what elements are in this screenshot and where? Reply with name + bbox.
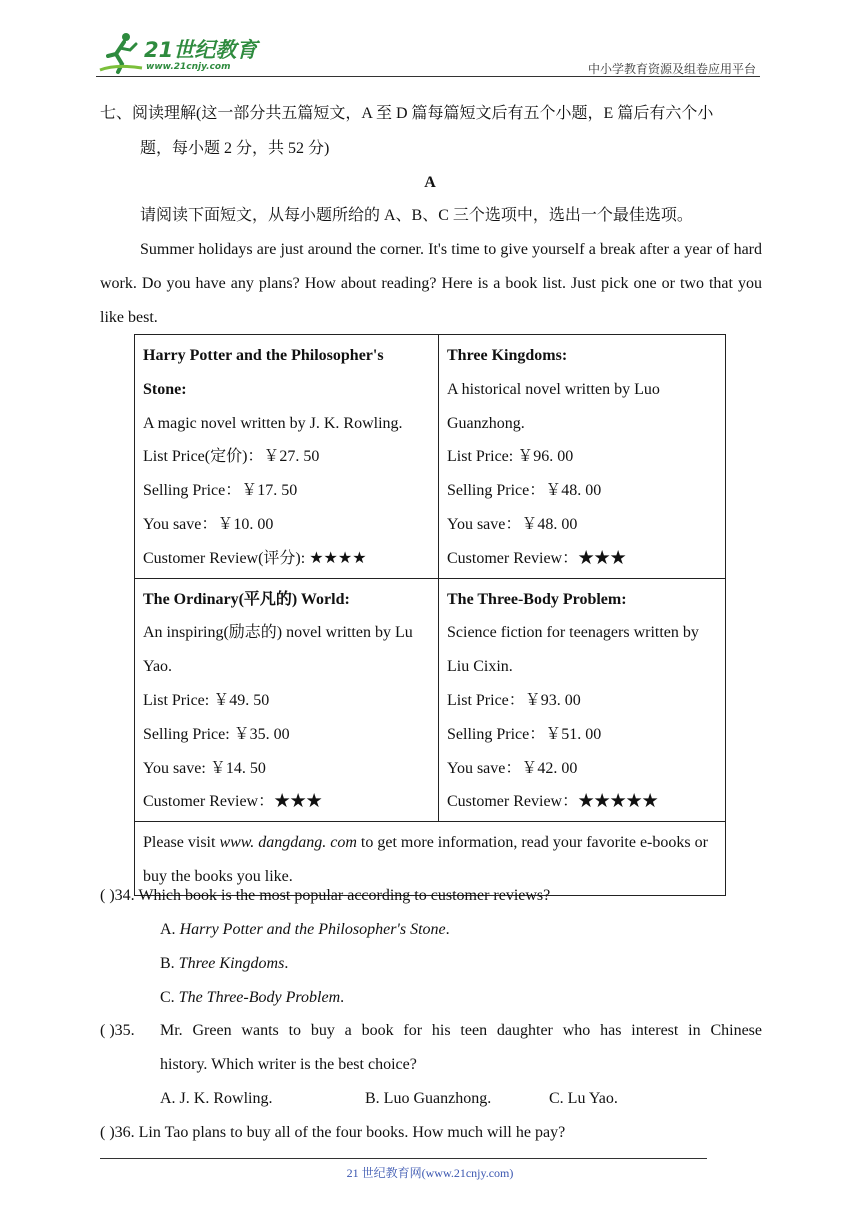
question-35-number: ( )35.: [100, 1022, 135, 1039]
website-link[interactable]: www. dangdang. com: [219, 834, 357, 852]
question-35-stem-cont: history. Which writer is the best choice?: [160, 1056, 417, 1073]
book-title: The Three-Body Problem:: [447, 590, 627, 608]
option-c: C. Lu Yao.: [549, 1090, 618, 1107]
book-description: A magic novel written by J. K. Rowling.: [143, 414, 403, 432]
option-text: Harry Potter and the Philosopher's Stone: [179, 921, 446, 938]
question-35-stem: Mr. Green wants to buy a book for his teen daughter who has interest in Chinese: [160, 1022, 762, 1039]
book-description: A historical novel written by Luo Guanzhong.: [447, 380, 660, 432]
you-save: You save: ￥14. 50: [143, 759, 266, 777]
question-34: ( )34. Which book is the most popular according to customer reviews?: [100, 887, 551, 904]
option-end: .: [284, 955, 289, 972]
option-letter: B.: [160, 955, 179, 972]
table-footer-note: [135, 822, 726, 896]
option-text: Three Kingdoms: [178, 955, 285, 972]
list-price: List Price(定价)：￥27. 50: [143, 448, 320, 466]
section-title-cont: 题，每小题 2 分，共 52 分): [140, 140, 330, 157]
site-logo[interactable]: [96, 30, 266, 76]
book-description: Science fiction for teenagers written by Liu Cixin.: [447, 624, 699, 676]
book-cell: [439, 335, 726, 579]
option-a: A. J. K. Rowling.: [160, 1090, 273, 1107]
book-cell: [135, 578, 439, 822]
customer-review: Customer Review：★★★★★: [447, 793, 659, 811]
list-price: List Price: ￥96. 00: [447, 448, 574, 466]
book-title: Three Kingdoms:: [447, 347, 568, 364]
instruction: 请阅读下面短文，从每小题所给的 A、B、C 三个选项中，选出一个最佳选项。: [140, 207, 693, 224]
book-list-table: [134, 334, 726, 896]
book-cell: [135, 335, 439, 579]
note-text-after: to get more information, read your favorite e-books or buy the books you like.: [143, 834, 708, 885]
selling-price: Selling Price：￥17. 50: [143, 482, 298, 500]
you-save: You save：￥42. 00: [447, 759, 578, 777]
selling-price: Selling Price: ￥35. 00: [143, 725, 290, 743]
list-price: List Price：￥93. 00: [447, 691, 581, 709]
intro-paragraph: Summer holidays are just around the corner. It's time to give yourself a break after a year of hard work. Do you have any plans? How about reading? Here is a book list. Just pick one or two that you like best.: [100, 241, 762, 326]
option-b: B. Luo Guanzhong.: [365, 1090, 492, 1107]
book-title: Harry Potter and the Philosopher's Stone:: [143, 347, 384, 398]
logo-text: 21世纪教育: [144, 38, 258, 62]
page-header: [96, 30, 760, 78]
book-title: The Ordinary(平凡的) World:: [143, 590, 350, 608]
option-a: [160, 920, 450, 940]
option-end: .: [340, 989, 345, 1006]
question-36: ( )36. Lin Tao plans to buy all of the four books. How much will he pay?: [100, 1124, 566, 1141]
option-letter: C.: [160, 989, 179, 1006]
logo-url: www.21cnjy.com: [146, 62, 231, 72]
customer-review: Customer Review：★★★: [447, 549, 627, 567]
footer-divider: [100, 1158, 707, 1159]
option-letter: A.: [160, 921, 180, 938]
selling-price: Selling Price：￥48. 00: [447, 482, 602, 500]
header-divider: [96, 76, 760, 77]
option-c: [160, 988, 344, 1008]
list-price: List Price: ￥49. 50: [143, 691, 270, 709]
platform-name: 中小学教育资源及组卷应用平台: [587, 62, 756, 76]
runner-logo-icon: [96, 30, 146, 76]
you-save: You save：￥48. 00: [447, 515, 578, 533]
selling-price: Selling Price：￥51. 00: [447, 725, 602, 743]
you-save: You save：￥10. 00: [143, 515, 274, 533]
option-b: [160, 954, 288, 974]
note-text-before: Please visit: [143, 834, 220, 852]
book-description: An inspiring(励志的) novel written by Lu Yao.: [143, 624, 413, 676]
passage-label: A: [424, 174, 436, 191]
customer-review: Customer Review：★★★: [143, 793, 323, 811]
option-end: .: [445, 921, 450, 938]
customer-review: Customer Review(评分): ★★★★: [143, 549, 367, 567]
book-cell: [439, 578, 726, 822]
page-footer: 21 世纪教育网(www.21cnjy.com): [346, 1166, 514, 1180]
section-title: 七、阅读理解(这一部分共五篇短文，A 至 D 篇每篇短文后有五个小题，E 篇后有六个小: [100, 105, 714, 122]
option-text: The Three-Body Problem: [178, 989, 341, 1006]
